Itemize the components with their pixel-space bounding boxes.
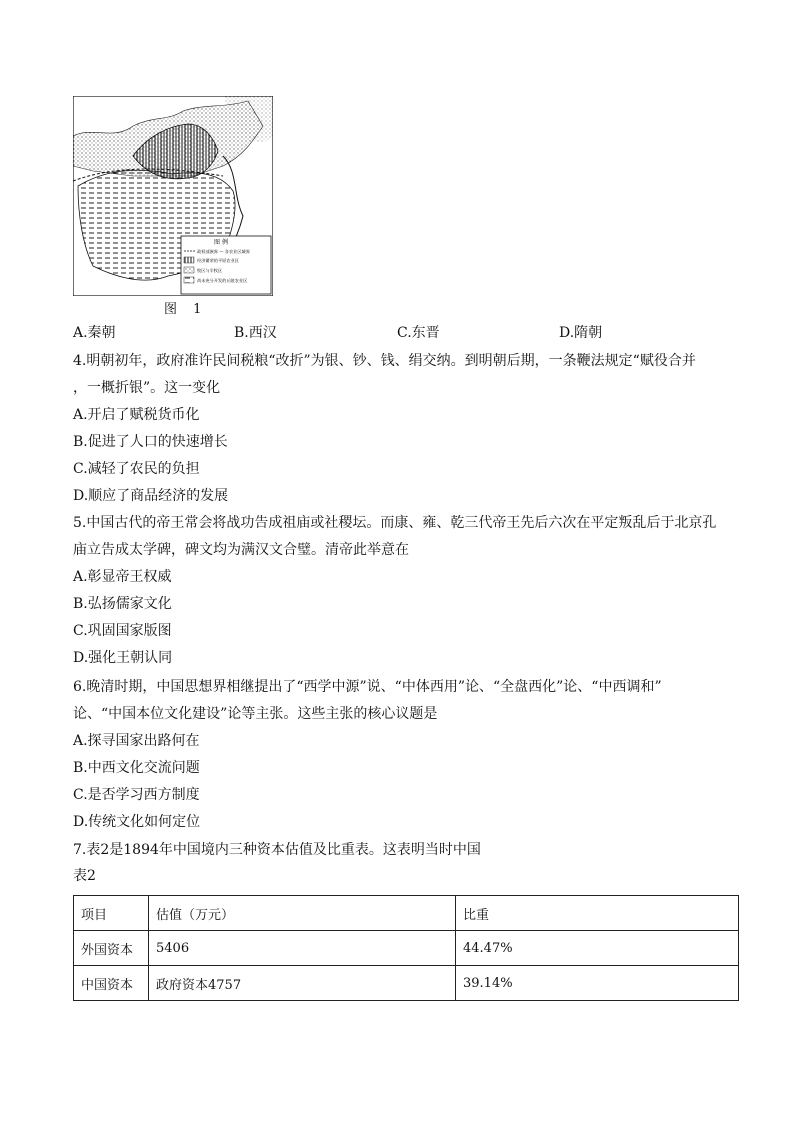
- q5-option-a: A.彰显帝王权威: [73, 569, 172, 585]
- q5-stem-line1: 5.中国古代的帝王常会将战功告成祖庙或社稷坛。而康、雍、乾三代帝王先后六次在平定叛乱后于北京孔: [73, 515, 717, 531]
- q6-option-a: A.探寻国家出路何在: [73, 733, 200, 749]
- q5-stem-line2: 庙立告成太学碑，碑文均为满汉文合璧。清帝此举意在: [73, 542, 409, 558]
- table-cell: 39.14%: [456, 966, 739, 1001]
- table-cell: 中国资本: [74, 966, 149, 1001]
- q6-option-b: B.中西文化交流问题: [73, 760, 200, 776]
- q6-option-c: C.是否学习西方制度: [73, 787, 200, 803]
- q3-option-d: D.隋朝: [559, 325, 603, 341]
- q5-option-c: C.巩固国家版图: [73, 623, 172, 639]
- table-cell: 政府资本4757: [149, 966, 456, 1001]
- table-header-row: [74, 896, 739, 931]
- table-cell: 5406: [149, 931, 456, 966]
- table-header-cell: 估值（万元）: [149, 896, 456, 931]
- q3-option-c: C.东晋: [397, 325, 440, 341]
- legend-title: 图 例: [214, 239, 228, 246]
- q6-stem-line2: 论、“中国本位文化建设”论等主张。这些主张的核心议题是: [73, 706, 438, 722]
- q4-option-b: B.促进了人口的快速增长: [73, 434, 228, 450]
- q4-option-d: D.顺应了商品经济的发展: [73, 488, 229, 504]
- historical-map-figure: [73, 96, 273, 296]
- table-cell: 44.47%: [456, 931, 739, 966]
- legend-item-hills: 尚未充分开发的丘陵农业区: [197, 278, 248, 283]
- q4-option-c: C.减轻了农民的负担: [73, 461, 200, 477]
- q4-stem-line2: ，一概折银”。这一变化: [73, 380, 221, 396]
- legend-item-boundary: 政权部族界 — 各农业区域界: [197, 249, 250, 254]
- q6-stem-line1: 6.晚清时期，中国思想界相继提出了“西学中源”说、“中体西用”论、“全盘西化”论、“中西调和”: [73, 679, 662, 695]
- table-cell: 外国资本: [74, 931, 149, 966]
- q5-option-d: D.强化王朝认同: [73, 650, 173, 666]
- table-row: [74, 931, 739, 966]
- q3-option-a: A.秦朝: [73, 325, 116, 341]
- q6-option-d: D.传统文化如何定位: [73, 814, 201, 830]
- q7-stem: 7.表2是1894年中国境内三种资本估值及比重表。这表明当时中国: [73, 842, 481, 858]
- table-caption: 表2: [73, 868, 96, 884]
- table-header-cell: 比重: [456, 896, 739, 931]
- q4-stem-line1: 4.明朝初年，政府准许民间税粮“改折”为银、钞、钱、绢交纳。到明朝后期，一条鞭法规定“赋役合并: [73, 353, 696, 369]
- q4-option-a: A.开启了赋税货币化: [73, 407, 200, 423]
- figure-caption: 图 1: [164, 302, 208, 317]
- q5-option-b: B.弘扬儒家文化: [73, 596, 172, 612]
- capital-table: [73, 895, 739, 1001]
- q3-option-b: B.西汉: [234, 325, 277, 341]
- table-row: [74, 966, 739, 1001]
- table-header-cell: 项目: [74, 896, 149, 931]
- legend-item-plain: 经济繁荣的平原农业区: [197, 258, 239, 263]
- legend-item-pasture: 牧区与半牧区: [197, 268, 223, 273]
